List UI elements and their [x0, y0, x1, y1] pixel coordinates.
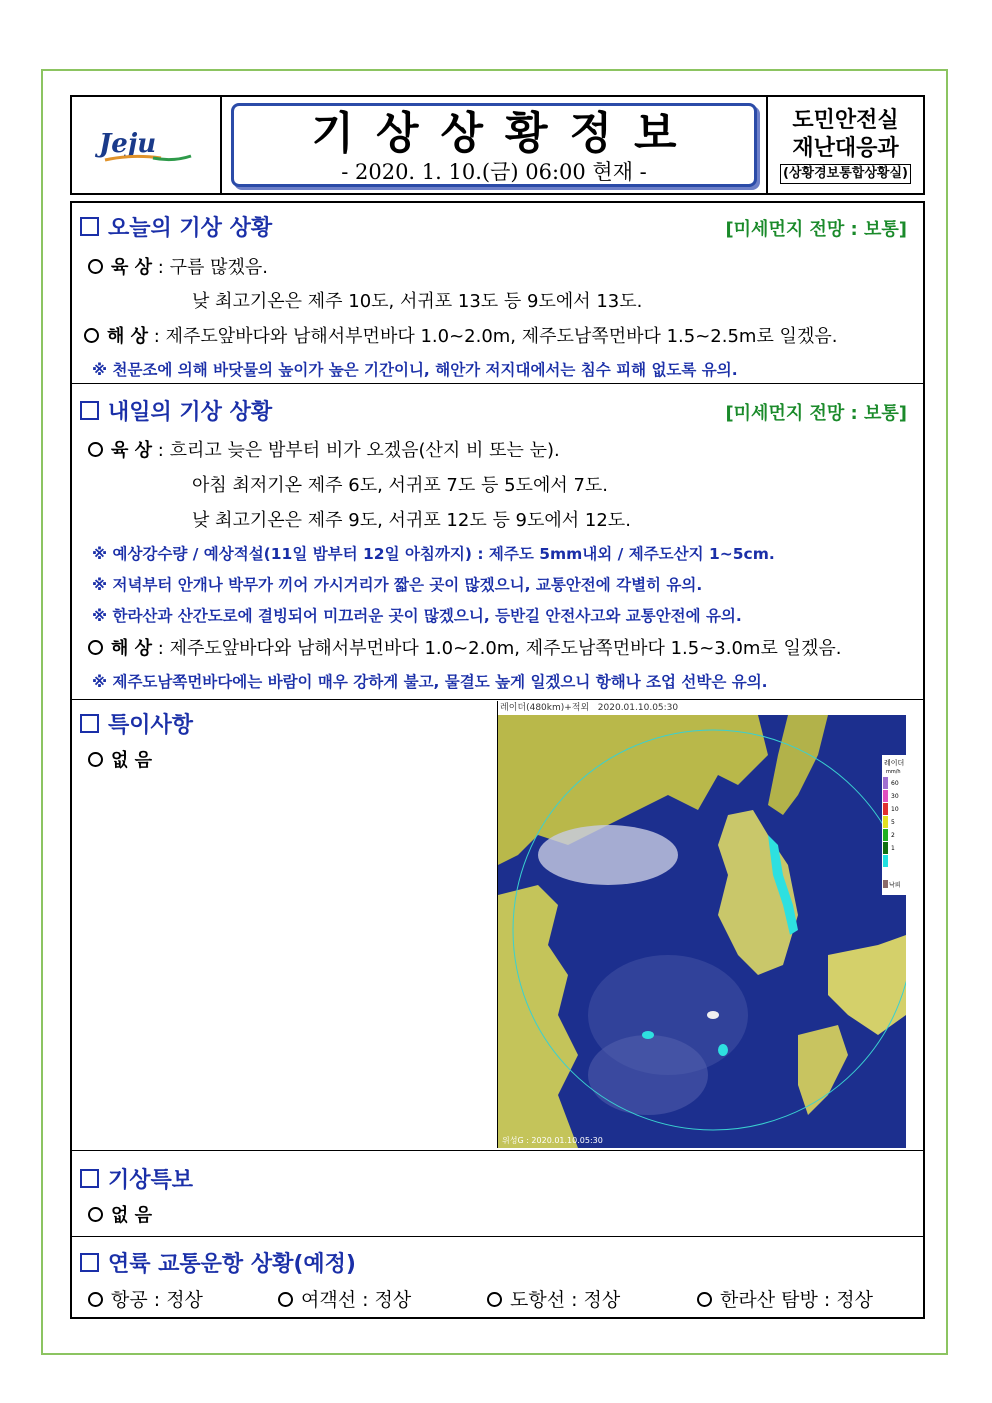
report-header: [70, 95, 925, 195]
svg-text:mm/h: mm/h: [886, 769, 901, 775]
circle-bullet-icon: [88, 752, 103, 767]
sea-label: 해 상: [111, 638, 153, 659]
jeju-logo: [72, 97, 222, 193]
section-title: 내일의 기상 상황: [108, 400, 273, 425]
land-label: 육 상: [111, 257, 153, 278]
checkbox-square-icon: [80, 714, 99, 733]
traffic-air: 항공 : 정상: [111, 1289, 203, 1311]
svg-text:레이더: 레이더: [884, 759, 905, 767]
satellite-map-icon: [498, 715, 906, 1148]
land-text: : 흐리고 늦은 밤부터 비가 오겠음(산지 비 또는 눈).: [157, 440, 560, 461]
checkbox-square-icon: [80, 1253, 99, 1272]
traffic-ferry: 여객선 : 정상: [301, 1289, 412, 1311]
circle-bullet-icon: [88, 442, 103, 457]
section-tomorrow: [72, 384, 923, 700]
notice: ※ 천문조에 의해 바닷물의 높이가 높은 기간이니, 해안가 저지대에서는 침수 피해 없도록 유의.: [92, 361, 738, 379]
land-text: 낮 최고기온은 제주 10도, 서귀포 13도 등 9도에서 13도.: [192, 291, 643, 312]
checkbox-square-icon: [80, 1169, 99, 1188]
svg-text:낙뢰: 낙뢰: [889, 882, 901, 889]
sea-label: 해 상: [107, 326, 149, 347]
jeju-logo-icon: [91, 120, 201, 170]
circle-bullet-icon: [88, 1207, 103, 1222]
svg-text:30: 30: [891, 793, 899, 800]
section-title: 기상특보: [108, 1168, 194, 1193]
svg-text:Jeju: Jeju: [99, 129, 157, 159]
section-today: [72, 203, 923, 384]
section-title: 연륙 교통운항 상황(예정): [108, 1252, 356, 1277]
dept-name-3: (상황경보통합상황실): [780, 164, 911, 184]
svg-text:1: 1: [891, 845, 895, 852]
report-body: [70, 201, 925, 1319]
circle-bullet-icon: [88, 640, 103, 655]
circle-bullet-icon: [697, 1292, 712, 1307]
svg-text:2: 2: [891, 832, 895, 839]
fine-dust-forecast: [미세먼지 전망 : 보통]: [725, 403, 907, 424]
svg-text:10: 10: [891, 806, 899, 813]
svg-text:5: 5: [891, 819, 895, 826]
dept-name-2: 재난대응과: [792, 135, 899, 161]
circle-bullet-icon: [88, 1292, 103, 1307]
section-special: [72, 700, 923, 1151]
section-title: 특이사항: [108, 713, 194, 738]
radar-satellite-image: [497, 701, 906, 1148]
svg-text:위성G : 2020.01.10.05:30: 위성G : 2020.01.10.05:30: [502, 1136, 603, 1145]
checkbox-square-icon: [80, 401, 99, 420]
report-datetime: - 2020. 1. 10.(금) 06:00 현재 -: [341, 160, 647, 184]
traffic-island-ferry: 도항선 : 정상: [510, 1289, 621, 1311]
fine-dust-forecast: [미세먼지 전망 : 보통]: [725, 219, 907, 240]
warning-value: 없 음: [111, 1205, 153, 1226]
page-title: 기상상황정보: [311, 108, 699, 159]
land-text: : 구름 많겠음.: [157, 257, 268, 278]
radar-label: 레이더(480km)+적외: [500, 703, 590, 713]
svg-text:60: 60: [891, 780, 899, 787]
section-warning: [72, 1151, 923, 1237]
special-value: 없 음: [111, 750, 153, 771]
notice: ※ 저녁부터 안개나 박무가 끼어 가시거리가 짧은 곳이 많겠으니, 교통안전에 각별히 유의.: [92, 576, 703, 594]
circle-bullet-icon: [88, 259, 103, 274]
circle-bullet-icon: [487, 1292, 502, 1307]
traffic-hallasan: 한라산 탐방 : 정상: [720, 1289, 873, 1311]
department: [768, 97, 923, 193]
section-title: 오늘의 기상 상황: [108, 216, 273, 241]
notice: ※ 제주도남쪽먼바다에는 바람이 매우 강하게 불고, 물결도 높게 일겠으니 항해나 조업 선박은 유의.: [92, 673, 768, 691]
sea-text: : 제주도앞바다와 남해서부먼바다 1.0~2.0m, 제주도남쪽먼바다 1.5~2.5m로 일겠음.: [153, 326, 838, 347]
checkbox-square-icon: [80, 217, 99, 236]
land-text: 낮 최고기온은 제주 9도, 서귀포 12도 등 9도에서 12도.: [192, 510, 631, 531]
title-box: [231, 103, 757, 187]
land-label: 육 상: [111, 440, 153, 461]
sea-text: : 제주도앞바다와 남해서부먼바다 1.0~2.0m, 제주도남쪽먼바다 1.5~3.0m로 일겠음.: [157, 638, 842, 659]
section-traffic: [72, 1237, 923, 1317]
radar-time: 2020.01.10.05:30: [597, 703, 679, 713]
notice: ※ 한라산과 산간도로에 결빙되어 미끄러운 곳이 많겠으니, 등반길 안전사고와 교통안전에 유의.: [92, 607, 742, 625]
dept-name-1: 도민안전실: [792, 107, 899, 133]
circle-bullet-icon: [84, 328, 99, 343]
land-text: 아침 최저기온 제주 6도, 서귀포 7도 등 5도에서 7도.: [192, 475, 609, 496]
circle-bullet-icon: [278, 1292, 293, 1307]
notice: ※ 예상강수량 / 예상적설(11일 밤부터 12일 아침까지) : 제주도 5mm내외 / 제주도산지 1~5cm.: [92, 545, 775, 563]
